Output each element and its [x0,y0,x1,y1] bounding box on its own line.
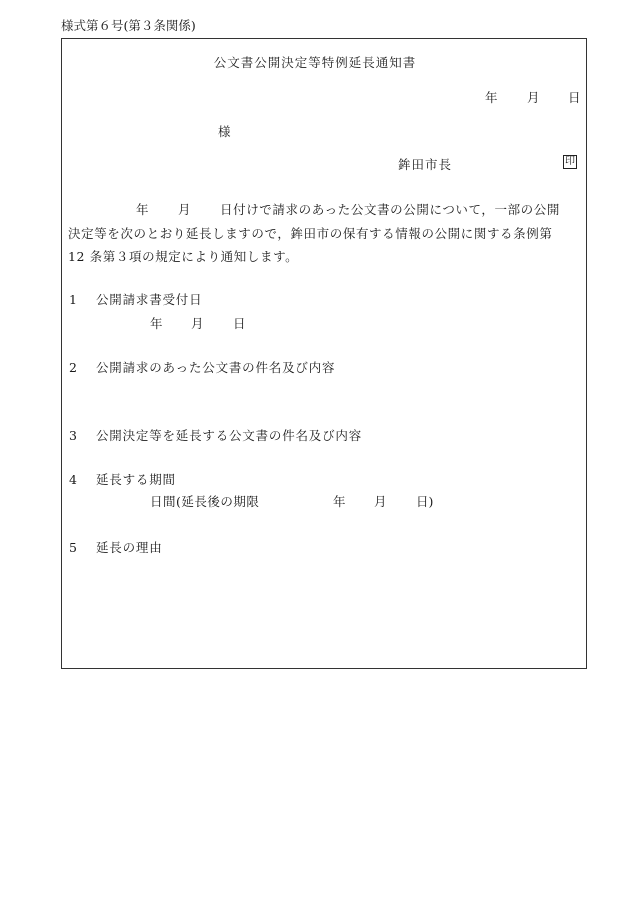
header-date-day: 日 [568,90,581,105]
item4-month: 月 [374,494,387,509]
header-date-month: 月 [527,90,540,105]
body-year: 年 [136,202,149,217]
item-label: 公開請求書受付日 [96,292,203,307]
body-line-2: 決定等を次のとおり延長しますので，鉾田市の保有する情報の公開に関する条例第 [68,226,553,241]
item1-day: 日 [233,316,246,331]
body-line-3: 12 条第３項の規定により通知します。 [68,249,299,264]
item-number: 1 [69,292,77,307]
addressee-suffix: 様 [218,124,231,139]
item-number: 3 [69,428,77,443]
item1-month: 月 [191,316,204,331]
body-month: 月 [178,202,191,217]
item-label: 公開決定等を延長する公文書の件名及び内容 [96,428,363,443]
item-label: 延長の理由 [96,540,163,555]
item4-day: 日) [416,494,434,509]
form-frame [61,38,587,669]
item-number: 5 [69,540,77,555]
item4-year: 年 [333,494,346,509]
item-label: 延長する期間 [96,472,176,487]
form-label: 様式第６号(第３条関係) [61,18,196,33]
item1-year: 年 [150,316,163,331]
seal-mark: 印 [565,156,575,167]
issuer-name: 鉾田市長 [398,157,453,172]
header-date-year: 年 [485,90,498,105]
item-number: 2 [69,360,77,375]
body-line-1: 日付けで請求のあった公文書の公開について，一部の公開 [220,202,560,217]
document-title: 公文書公開決定等特例延長通知書 [213,55,417,70]
item-number: 4 [69,472,77,487]
item4-period-prefix: 日間(延長後の期限 [150,494,260,509]
item-label: 公開請求のあった公文書の件名及び内容 [96,360,336,375]
